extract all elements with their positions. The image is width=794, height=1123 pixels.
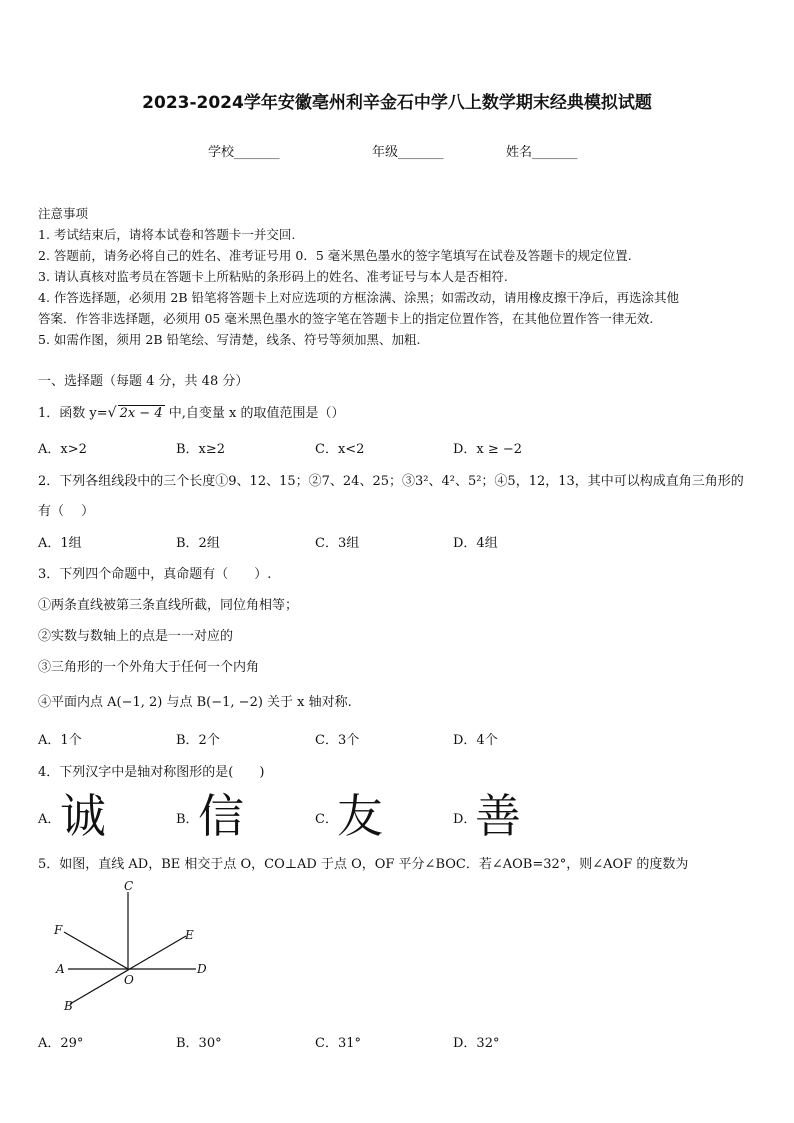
- sqrt-icon: √: [107, 405, 117, 421]
- line-of: [64, 932, 128, 969]
- q4-label-c: C．: [315, 812, 338, 827]
- q3-option-d: D．4个: [453, 733, 498, 748]
- q1-option-d: D．x ≥ −2: [453, 442, 523, 457]
- notice-item: 5. 如需作图，须用 2B 铅笔绘、写清楚，线条、符号等须加黑、加粗.: [38, 332, 421, 347]
- label-o: O: [124, 973, 134, 987]
- question-4-stem: 4．下列汉字中是轴对称图形的是( ): [38, 765, 265, 780]
- name-field: 姓名_______: [506, 145, 578, 160]
- notice-item: 答案．作答非选择题，必须用 05 毫米黑色墨水的签字笔在答题卡上的指定位置作答，在其他位置作答一律无效.: [38, 311, 654, 326]
- q4-label-a: A．: [38, 812, 61, 827]
- school-field: 学校_______: [208, 145, 280, 160]
- question-1-stem: [38, 402, 344, 421]
- notice-item: 2. 答题前，请务必将自己的姓名、准考证号用 0．5 毫米黑色墨水的签字笔填写在试卷及答题卡的规定位置.: [38, 248, 632, 263]
- notice-item: 3. 请认真核对监考员在答题卡上所粘贴的条形码上的姓名、准考证号与本人是否相符.: [38, 269, 508, 284]
- char-you: 友: [337, 789, 383, 843]
- char-xin: 信: [198, 789, 244, 843]
- notice-item: 1. 考试结束后，请将本试卷和答题卡一并交回.: [38, 227, 296, 242]
- q3-item: ④平面内点 A(−1, 2) 与点 B(−1, −2) 关于 x 轴对称.: [38, 695, 352, 710]
- label-a: A: [56, 962, 65, 976]
- q2-option-b: B．2组: [176, 536, 220, 551]
- q4-option-b: [198, 789, 258, 843]
- notice-heading: 注意事项: [38, 206, 89, 221]
- q3-option-b: B．2个: [176, 733, 220, 748]
- geometry-figure: [40, 876, 230, 1026]
- notice-item: 4. 作答选择题，必须用 2B 铅笔将答题卡上对应选项的方框涂满、涂黑；如需改动，请用橡皮擦干净后，再选涂其他: [38, 290, 679, 305]
- question-5-stem: 5．如图，直线 AD，BE 相交于点 O，CO⊥AD 于点 O，OF 平分∠BOC．若∠AOB=32°，则∠AOF 的度数为: [38, 857, 689, 872]
- q3-item: ①两条直线被第三条直线所截，同位角相等；: [38, 598, 299, 613]
- q1-option-c: C．x<2: [315, 442, 365, 457]
- q2-option-d: D．4组: [453, 536, 498, 551]
- q1-post: 中,自变量 x 的取值范围是（）: [164, 406, 345, 421]
- question-2-line2: 有（ ）: [38, 504, 95, 519]
- q3-item: ②实数与数轴上的点是一一对应的: [38, 629, 234, 644]
- q1-option-b: B．x≥2: [176, 442, 226, 457]
- char-cheng: 诚: [60, 789, 106, 843]
- q1-option-a: A．x>2: [38, 442, 87, 457]
- q4-label-b: B．: [176, 812, 199, 827]
- label-b: B: [64, 999, 73, 1013]
- question-3-stem: 3．下列四个命题中，真命题有（ ）.: [38, 567, 272, 582]
- q1-radicand: 2x − 4: [119, 406, 163, 421]
- q5-option-d: D．32°: [453, 1036, 500, 1051]
- q3-option-c: C．3个: [315, 733, 360, 748]
- q4-label-d: D．: [453, 812, 477, 827]
- page-title: 2023-2024学年安徽亳州利辛金石中学八上数学期末经典模拟试题: [142, 93, 652, 113]
- q5-option-a: A．29°: [38, 1036, 84, 1051]
- q2-option-c: C．3组: [315, 536, 360, 551]
- q1-pre: 1．函数 y=: [38, 406, 108, 421]
- q4-option-c: [337, 789, 397, 843]
- q5-option-b: B．30°: [176, 1036, 222, 1051]
- q4-option-a: [60, 789, 120, 843]
- q4-option-d: [475, 789, 535, 843]
- q5-option-c: C．31°: [315, 1036, 361, 1051]
- label-d: D: [197, 962, 207, 976]
- q3-item: ③三角形的一个外角大于任何一个内角: [38, 660, 260, 675]
- label-e: E: [185, 928, 194, 942]
- char-shan: 善: [475, 789, 521, 843]
- label-c: C: [124, 879, 134, 893]
- section-heading: 一、选择题（每题 4 分，共 48 分）: [38, 374, 249, 389]
- q2-option-a: A．1组: [38, 536, 82, 551]
- q3-option-a: A．1个: [38, 733, 82, 748]
- label-f: F: [54, 923, 63, 937]
- grade-field: 年级_______: [372, 145, 444, 160]
- question-2-line1: 2．下列各组线段中的三个长度①9、12、15；②7、24、25；③3²、4²、5²；④5，12，13，其中可以构成直角三角形的: [38, 474, 744, 489]
